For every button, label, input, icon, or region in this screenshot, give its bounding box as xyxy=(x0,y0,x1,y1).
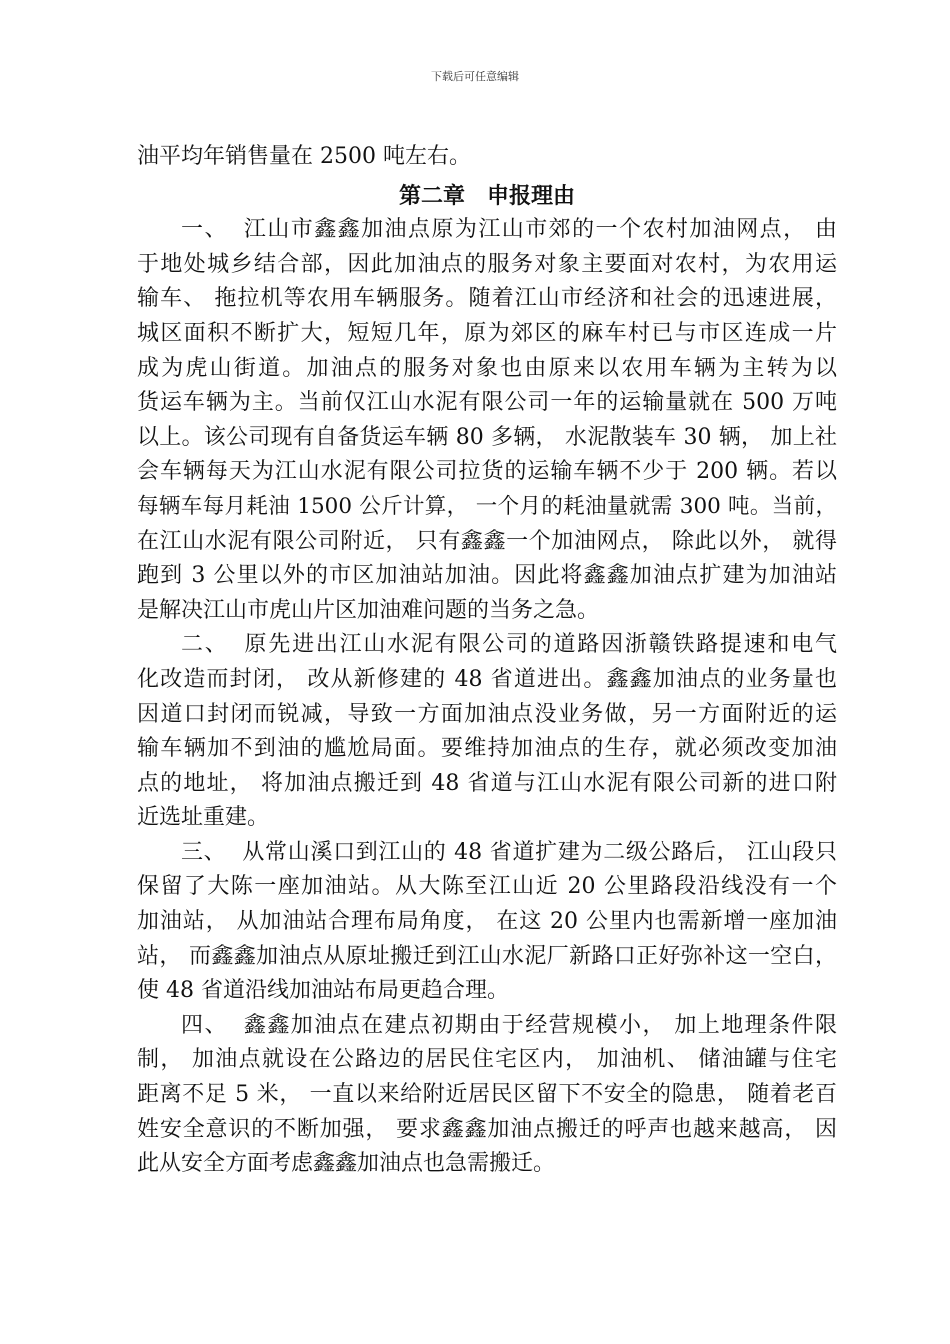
paragraph-line: 跑到 3 公里以外的市区加油站加油。因此将鑫鑫加油点扩建为加油站 xyxy=(137,563,837,589)
document-body xyxy=(137,140,837,1182)
paragraph-line: 加油站， 从加油站合理布局角度， 在这 20 公里内也需新增一座加油 xyxy=(137,909,837,935)
paragraph-line: 于地处城乡结合部，因此加油点的服务对象主要面对农村，为农用运 xyxy=(137,251,837,277)
paragraph-number: 三、 xyxy=(181,839,227,865)
paragraph-line xyxy=(137,1009,837,1044)
paragraph-line xyxy=(137,628,837,663)
paragraph-line: 距离不足 5 米， 一直以来给附近居民区留下不安全的隐患， 随着老百 xyxy=(137,1082,837,1108)
paragraph-line: 输车辆加不到油的尴尬局面。要维持加油点的生存，就必须改变加油 xyxy=(137,736,837,762)
intro-tail-line: 油平均年销售量在 2500 吨左右。 xyxy=(137,144,471,169)
paragraph-text: 从常山溪口到江山的 48 省道扩建为二级公路后， 江山段只 xyxy=(242,839,837,865)
paragraph-line: 会车辆每天为江山水泥有限公司拉货的运输车辆不少于 200 辆。若以 xyxy=(137,459,837,485)
chapter-title: 第二章 申报理由 xyxy=(398,182,575,209)
paragraph-line: 以上。该公司现有自备货运车辆 80 多辆， 水泥散装车 30 辆， 加上社 xyxy=(137,424,837,450)
paragraph-line: 制， 加油点就设在公路边的居民住宅区内， 加油机、 储油罐与住宅 xyxy=(137,1047,837,1073)
paragraph-line: 姓安全意识的不断加强， 要求鑫鑫加油点搬迁的呼声也越来越高， 因 xyxy=(137,1116,837,1142)
paragraph-text: 原先进出江山水泥有限公司的道路因浙赣铁路提速和电气 xyxy=(244,632,837,658)
paragraph-line: 点的地址， 将加油点搬迁到 48 省道与江山水泥有限公司新的进口附 xyxy=(137,770,837,796)
paragraph-text: 鑫鑫加油点在建点初期由于经营规模小， 加上地理条件限 xyxy=(243,1012,837,1038)
paragraph-text: 江山市鑫鑫加油点原为江山市郊的一个农村加油网点， 由 xyxy=(243,217,837,243)
paragraph-number: 一、 xyxy=(181,217,228,243)
paragraph-line: 在江山水泥有限公司附近， 只有鑫鑫一个加油网点， 除此以外， 就得 xyxy=(137,528,837,554)
paragraph-line: 近选址重建。 xyxy=(137,805,270,831)
paragraph-number: 四、 xyxy=(181,1012,228,1038)
paragraph-line: 是解决江山市虎山片区加油难问题的当务之急。 xyxy=(137,597,600,623)
paragraph-line xyxy=(137,836,837,871)
paragraph-line xyxy=(137,213,837,248)
paragraph-line: 城区面积不断扩大，短短几年，原为郊区的麻车村已与市区连成一片 xyxy=(137,320,837,346)
paragraph-line: 站， 而鑫鑫加油点从原址搬迁到江山水泥厂新路口正好弥补这一空白， xyxy=(137,943,837,969)
paragraph-line: 输车、 拖拉机等农用车辆服务。随着江山市经济和社会的迅速进展， xyxy=(137,286,837,312)
paragraph-line: 使 48 省道沿线加油站布局更趋合理。 xyxy=(137,978,509,1004)
paragraph-line: 每辆车每月耗油 1500 公斤计算， 一个月的耗油量就需 300 吨。当前， xyxy=(137,493,837,519)
paragraph-line: 化改造而封闭， 改从新修建的 48 省道进出。鑫鑫加油点的业务量也 xyxy=(137,666,837,692)
paragraph-number: 二、 xyxy=(181,632,229,658)
page-header-note: 下载后可任意编辑 xyxy=(431,70,519,83)
paragraph-line: 保留了大陈一座加油站。从大陈至江山近 20 公里路段沿线没有一个 xyxy=(137,874,837,900)
paragraph-line: 此从安全方面考虑鑫鑫加油点也急需搬迁。 xyxy=(137,1151,556,1177)
paragraph-line: 成为虎山街道。加油点的服务对象也由原来以农用车辆为主转为以 xyxy=(137,355,837,381)
paragraph-line: 货运车辆为主。当前仅江山水泥有限公司一年的运输量就在 500 万吨 xyxy=(137,390,837,416)
paragraph-line: 因道口封闭而锐减，导致一方面加油点没业务做，另一方面附近的运 xyxy=(137,701,837,727)
